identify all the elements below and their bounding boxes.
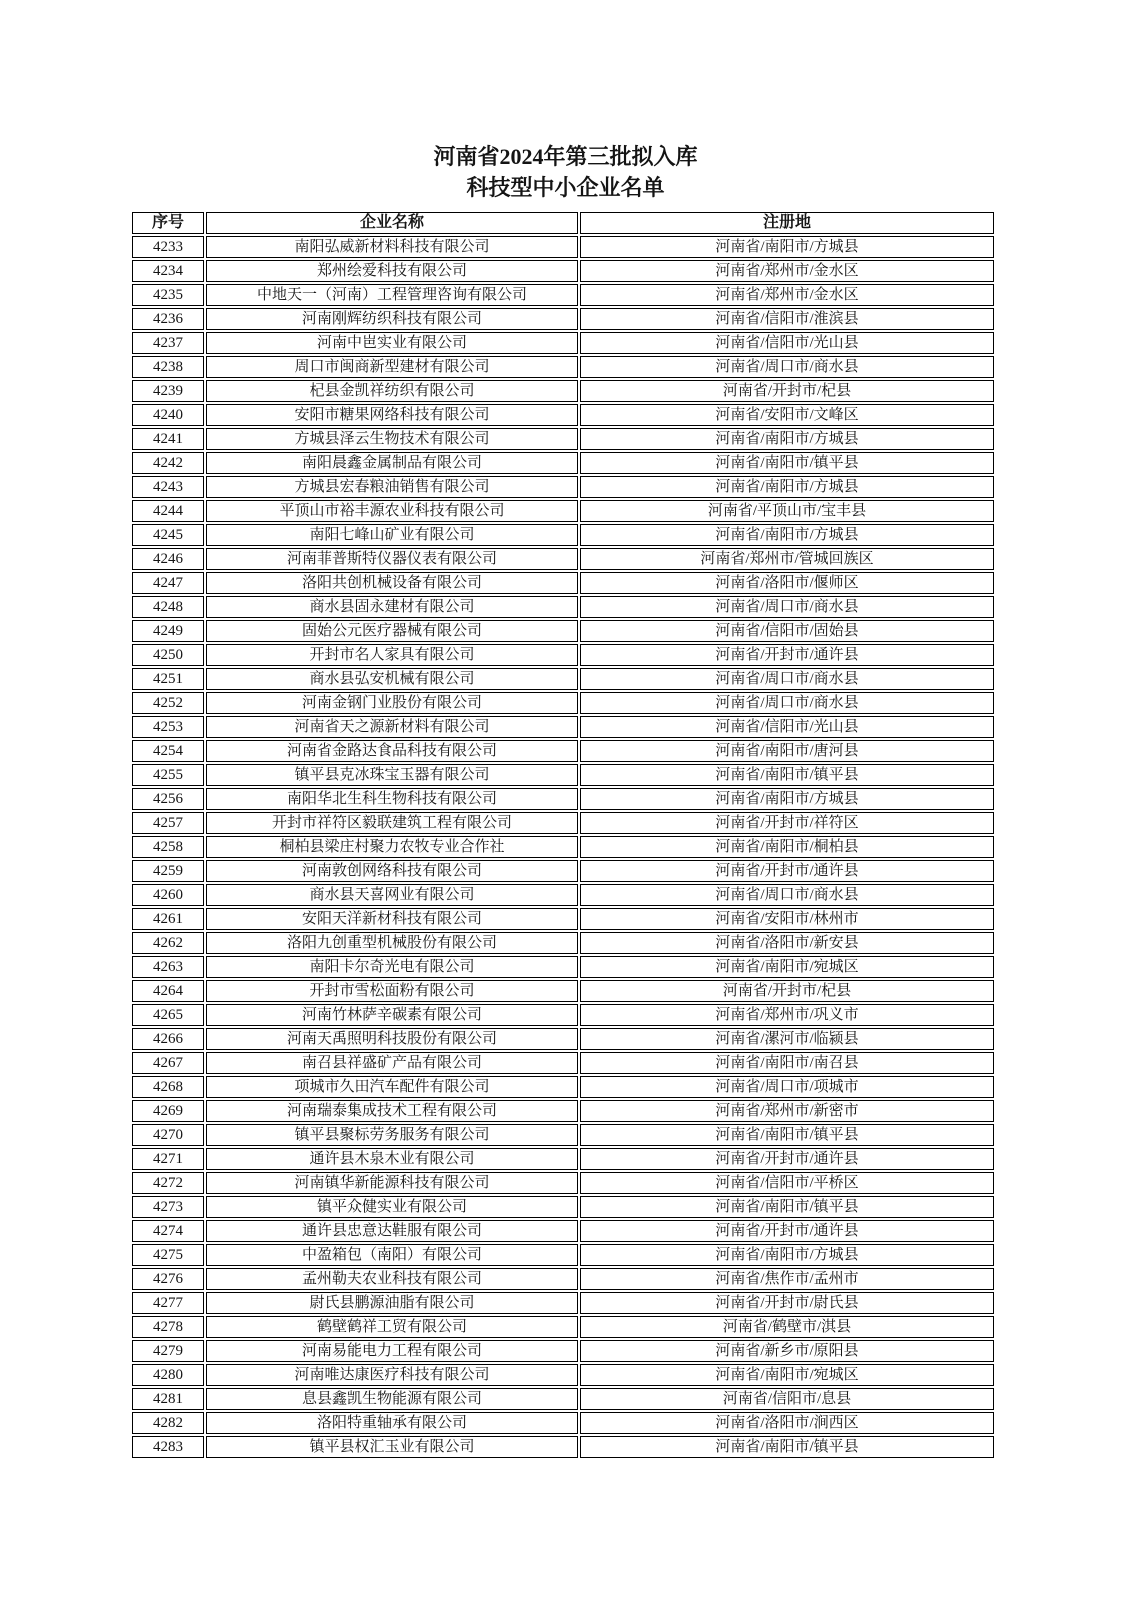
cell-registration-place: 河南省/洛阳市/偃师区 — [580, 572, 994, 594]
cell-company-name: 河南唯达康医疗科技有限公司 — [206, 1364, 578, 1386]
table-row — [132, 1052, 994, 1074]
table-row — [132, 860, 994, 882]
cell-serial: 4267 — [132, 1052, 204, 1074]
cell-registration-place: 河南省/郑州市/管城回族区 — [580, 548, 994, 570]
cell-registration-place: 河南省/南阳市/镇平县 — [580, 1124, 994, 1146]
cell-serial: 4242 — [132, 452, 204, 474]
cell-registration-place: 河南省/开封市/尉氏县 — [580, 1292, 994, 1314]
cell-company-name: 河南菲普斯特仪器仪表有限公司 — [206, 548, 578, 570]
table-row — [132, 1148, 994, 1170]
cell-registration-place: 河南省/信阳市/光山县 — [580, 332, 994, 354]
cell-registration-place: 河南省/郑州市/金水区 — [580, 260, 994, 282]
cell-company-name: 项城市久田汽车配件有限公司 — [206, 1076, 578, 1098]
table-row — [132, 308, 994, 330]
cell-registration-place: 河南省/开封市/杞县 — [580, 380, 994, 402]
cell-serial: 4274 — [132, 1220, 204, 1242]
cell-registration-place: 河南省/开封市/通许县 — [580, 1220, 994, 1242]
cell-registration-place: 河南省/洛阳市/涧西区 — [580, 1412, 994, 1434]
table-row — [132, 884, 994, 906]
cell-company-name: 镇平县克冰珠宝玉器有限公司 — [206, 764, 578, 786]
cell-serial: 4233 — [132, 236, 204, 258]
cell-serial: 4252 — [132, 692, 204, 714]
cell-serial: 4281 — [132, 1388, 204, 1410]
cell-company-name: 尉氏县鹏源油脂有限公司 — [206, 1292, 578, 1314]
cell-registration-place: 河南省/周口市/项城市 — [580, 1076, 994, 1098]
cell-registration-place: 河南省/洛阳市/新安县 — [580, 932, 994, 954]
cell-registration-place: 河南省/南阳市/方城县 — [580, 1244, 994, 1266]
cell-registration-place: 河南省/郑州市/新密市 — [580, 1100, 994, 1122]
table-row — [132, 1220, 994, 1242]
cell-serial: 4239 — [132, 380, 204, 402]
table-row — [132, 1172, 994, 1194]
cell-company-name: 商水县弘安机械有限公司 — [206, 668, 578, 690]
cell-company-name: 河南省金路达食品科技有限公司 — [206, 740, 578, 762]
table-row — [132, 404, 994, 426]
col-header-company-name: 企业名称 — [206, 212, 578, 234]
cell-serial: 4280 — [132, 1364, 204, 1386]
document-title-line2: 科技型中小企业名单 — [466, 175, 665, 200]
cell-company-name: 洛阳九创重型机械股份有限公司 — [206, 932, 578, 954]
table-row — [132, 740, 994, 762]
cell-registration-place: 河南省/周口市/商水县 — [580, 692, 994, 714]
cell-registration-place: 河南省/安阳市/文峰区 — [580, 404, 994, 426]
cell-company-name: 河南中岜实业有限公司 — [206, 332, 578, 354]
table-row — [132, 476, 994, 498]
cell-company-name: 河南金钢门业股份有限公司 — [206, 692, 578, 714]
cell-registration-place: 河南省/郑州市/巩义市 — [580, 1004, 994, 1026]
cell-registration-place: 河南省/南阳市/宛城区 — [580, 1364, 994, 1386]
table-row — [132, 1028, 994, 1050]
cell-company-name: 开封市祥符区毅联建筑工程有限公司 — [206, 812, 578, 834]
table-row — [132, 812, 994, 834]
cell-company-name: 鹤壁鹤祥工贸有限公司 — [206, 1316, 578, 1338]
cell-company-name: 平顶山市裕丰源农业科技有限公司 — [206, 500, 578, 522]
table-row — [132, 1004, 994, 1026]
cell-serial: 4259 — [132, 860, 204, 882]
cell-serial: 4237 — [132, 332, 204, 354]
cell-registration-place: 河南省/南阳市/方城县 — [580, 236, 994, 258]
table-row — [132, 596, 994, 618]
table-row — [132, 644, 994, 666]
cell-serial: 4269 — [132, 1100, 204, 1122]
table-row — [132, 1196, 994, 1218]
cell-company-name: 南阳弘威新材料科技有限公司 — [206, 236, 578, 258]
table-row — [132, 1268, 994, 1290]
cell-registration-place: 河南省/南阳市/镇平县 — [580, 1196, 994, 1218]
cell-company-name: 南阳华北生科生物科技有限公司 — [206, 788, 578, 810]
cell-registration-place: 河南省/郑州市/金水区 — [580, 284, 994, 306]
cell-serial: 4250 — [132, 644, 204, 666]
cell-serial: 4240 — [132, 404, 204, 426]
cell-registration-place: 河南省/信阳市/固始县 — [580, 620, 994, 642]
cell-registration-place: 河南省/焦作市/孟州市 — [580, 1268, 994, 1290]
cell-serial: 4247 — [132, 572, 204, 594]
cell-registration-place: 河南省/南阳市/镇平县 — [580, 764, 994, 786]
cell-serial: 4255 — [132, 764, 204, 786]
cell-serial: 4282 — [132, 1412, 204, 1434]
table-row — [132, 1316, 994, 1338]
cell-company-name: 南召县祥盛矿产品有限公司 — [206, 1052, 578, 1074]
cell-registration-place: 河南省/南阳市/宛城区 — [580, 956, 994, 978]
table-row — [132, 1292, 994, 1314]
cell-company-name: 方城县泽云生物技术有限公司 — [206, 428, 578, 450]
table-row — [132, 1412, 994, 1434]
cell-serial: 4265 — [132, 1004, 204, 1026]
cell-company-name: 孟州勒夫农业科技有限公司 — [206, 1268, 578, 1290]
table-row — [132, 620, 994, 642]
cell-company-name: 镇平县权汇玉业有限公司 — [206, 1436, 578, 1458]
cell-registration-place: 河南省/周口市/商水县 — [580, 356, 994, 378]
cell-registration-place: 河南省/周口市/商水县 — [580, 668, 994, 690]
cell-serial: 4261 — [132, 908, 204, 930]
cell-registration-place: 河南省/周口市/商水县 — [580, 884, 994, 906]
cell-company-name: 通许县忠意达鞋服有限公司 — [206, 1220, 578, 1242]
cell-registration-place: 河南省/南阳市/镇平县 — [580, 452, 994, 474]
table-row — [132, 932, 994, 954]
cell-serial: 4248 — [132, 596, 204, 618]
cell-registration-place: 河南省/信阳市/息县 — [580, 1388, 994, 1410]
cell-company-name: 商水县固永建材有限公司 — [206, 596, 578, 618]
cell-company-name: 河南易能电力工程有限公司 — [206, 1340, 578, 1362]
cell-serial: 4244 — [132, 500, 204, 522]
cell-registration-place: 河南省/南阳市/桐柏县 — [580, 836, 994, 858]
table-row — [132, 500, 994, 522]
cell-serial: 4257 — [132, 812, 204, 834]
table-row — [132, 980, 994, 1002]
col-header-serial: 序号 — [132, 212, 204, 234]
cell-serial: 4283 — [132, 1436, 204, 1458]
table-row — [132, 1364, 994, 1386]
table-row — [132, 284, 994, 306]
cell-company-name: 桐柏县梁庄村聚力农牧专业合作社 — [206, 836, 578, 858]
table-body — [132, 236, 994, 1458]
cell-serial: 4279 — [132, 1340, 204, 1362]
cell-registration-place: 河南省/周口市/商水县 — [580, 596, 994, 618]
cell-serial: 4235 — [132, 284, 204, 306]
table-row — [132, 260, 994, 282]
table-row — [132, 236, 994, 258]
cell-serial: 4241 — [132, 428, 204, 450]
cell-serial: 4264 — [132, 980, 204, 1002]
cell-registration-place: 河南省/信阳市/淮滨县 — [580, 308, 994, 330]
cell-company-name: 南阳卡尔奇光电有限公司 — [206, 956, 578, 978]
cell-registration-place: 河南省/南阳市/方城县 — [580, 788, 994, 810]
cell-registration-place: 河南省/漯河市/临颍县 — [580, 1028, 994, 1050]
cell-company-name: 河南敦创网络科技有限公司 — [206, 860, 578, 882]
col-header-registration-place: 注册地 — [580, 212, 994, 234]
cell-serial: 4277 — [132, 1292, 204, 1314]
cell-serial: 4260 — [132, 884, 204, 906]
cell-company-name: 郑州绘爱科技有限公司 — [206, 260, 578, 282]
cell-serial: 4273 — [132, 1196, 204, 1218]
cell-registration-place: 河南省/平顶山市/宝丰县 — [580, 500, 994, 522]
cell-company-name: 河南天禹照明科技股份有限公司 — [206, 1028, 578, 1050]
cell-serial: 4245 — [132, 524, 204, 546]
table-row — [132, 548, 994, 570]
table-row — [132, 1124, 994, 1146]
table-row — [132, 452, 994, 474]
cell-serial: 4263 — [132, 956, 204, 978]
cell-company-name: 商水县天喜网业有限公司 — [206, 884, 578, 906]
cell-company-name: 开封市雪松面粉有限公司 — [206, 980, 578, 1002]
cell-company-name: 镇平县聚标劳务服务有限公司 — [206, 1124, 578, 1146]
table-row — [132, 356, 994, 378]
cell-company-name: 开封市名人家具有限公司 — [206, 644, 578, 666]
cell-company-name: 息县鑫凯生物能源有限公司 — [206, 1388, 578, 1410]
cell-registration-place: 河南省/开封市/通许县 — [580, 860, 994, 882]
cell-company-name: 中地天一（河南）工程管理咨询有限公司 — [206, 284, 578, 306]
table-row — [132, 524, 994, 546]
cell-company-name: 杞县金凯祥纺织有限公司 — [206, 380, 578, 402]
cell-company-name: 安阳市糖果网络科技有限公司 — [206, 404, 578, 426]
cell-registration-place: 河南省/安阳市/林州市 — [580, 908, 994, 930]
cell-serial: 4246 — [132, 548, 204, 570]
table-row — [132, 380, 994, 402]
table-row — [132, 1100, 994, 1122]
table-row — [132, 428, 994, 450]
table-row — [132, 1076, 994, 1098]
cell-registration-place: 河南省/南阳市/方城县 — [580, 476, 994, 498]
cell-serial: 4236 — [132, 308, 204, 330]
cell-registration-place: 河南省/开封市/杞县 — [580, 980, 994, 1002]
table-row — [132, 668, 994, 690]
cell-company-name: 河南瑞泰集成技术工程有限公司 — [206, 1100, 578, 1122]
cell-company-name: 固始公元医疗器械有限公司 — [206, 620, 578, 642]
cell-serial: 4272 — [132, 1172, 204, 1194]
table-row — [132, 332, 994, 354]
cell-serial: 4251 — [132, 668, 204, 690]
table-row — [132, 692, 994, 714]
cell-registration-place: 河南省/南阳市/镇平县 — [580, 1436, 994, 1458]
cell-company-name: 中盈箱包（南阳）有限公司 — [206, 1244, 578, 1266]
table-row — [132, 572, 994, 594]
cell-serial: 4270 — [132, 1124, 204, 1146]
cell-serial: 4249 — [132, 620, 204, 642]
table-header-row — [132, 212, 994, 234]
cell-serial: 4234 — [132, 260, 204, 282]
table-row — [132, 788, 994, 810]
cell-company-name: 河南省天之源新材料有限公司 — [206, 716, 578, 738]
cell-company-name: 南阳七峰山矿业有限公司 — [206, 524, 578, 546]
cell-registration-place: 河南省/鹤壁市/淇县 — [580, 1316, 994, 1338]
company-table — [130, 210, 996, 1460]
cell-registration-place: 河南省/南阳市/方城县 — [580, 524, 994, 546]
cell-company-name: 镇平众健实业有限公司 — [206, 1196, 578, 1218]
cell-registration-place: 河南省/信阳市/平桥区 — [580, 1172, 994, 1194]
table-row — [132, 764, 994, 786]
document-title — [0, 141, 1131, 203]
cell-registration-place: 河南省/南阳市/唐河县 — [580, 740, 994, 762]
cell-company-name: 河南刚辉纺织科技有限公司 — [206, 308, 578, 330]
cell-registration-place: 河南省/南阳市/方城县 — [580, 428, 994, 450]
cell-company-name: 河南竹林萨辛碳素有限公司 — [206, 1004, 578, 1026]
cell-company-name: 方城县宏春粮油销售有限公司 — [206, 476, 578, 498]
cell-company-name: 洛阳共创机械设备有限公司 — [206, 572, 578, 594]
cell-serial: 4262 — [132, 932, 204, 954]
cell-registration-place: 河南省/新乡市/原阳县 — [580, 1340, 994, 1362]
cell-company-name: 洛阳特重轴承有限公司 — [206, 1412, 578, 1434]
cell-serial: 4238 — [132, 356, 204, 378]
table-row — [132, 1436, 994, 1458]
cell-serial: 4266 — [132, 1028, 204, 1050]
cell-registration-place: 河南省/信阳市/光山县 — [580, 716, 994, 738]
table-row — [132, 908, 994, 930]
cell-company-name: 通许县木泉木业有限公司 — [206, 1148, 578, 1170]
cell-serial: 4258 — [132, 836, 204, 858]
cell-company-name: 周口市闽商新型建材有限公司 — [206, 356, 578, 378]
cell-serial: 4253 — [132, 716, 204, 738]
table-row — [132, 956, 994, 978]
cell-registration-place: 河南省/南阳市/南召县 — [580, 1052, 994, 1074]
cell-company-name: 安阳天洋新材科技有限公司 — [206, 908, 578, 930]
cell-serial: 4276 — [132, 1268, 204, 1290]
document-title-line1: 河南省2024年第三批拟入库 — [433, 144, 698, 169]
cell-serial: 4271 — [132, 1148, 204, 1170]
table-row — [132, 716, 994, 738]
table-row — [132, 1340, 994, 1362]
cell-registration-place: 河南省/开封市/通许县 — [580, 1148, 994, 1170]
table-row — [132, 836, 994, 858]
table-row — [132, 1388, 994, 1410]
cell-serial: 4243 — [132, 476, 204, 498]
cell-serial: 4256 — [132, 788, 204, 810]
cell-serial: 4278 — [132, 1316, 204, 1338]
table-row — [132, 1244, 994, 1266]
cell-company-name: 南阳晨鑫金属制品有限公司 — [206, 452, 578, 474]
cell-serial: 4254 — [132, 740, 204, 762]
cell-serial: 4275 — [132, 1244, 204, 1266]
cell-company-name: 河南镇华新能源科技有限公司 — [206, 1172, 578, 1194]
cell-registration-place: 河南省/开封市/祥符区 — [580, 812, 994, 834]
cell-serial: 4268 — [132, 1076, 204, 1098]
cell-registration-place: 河南省/开封市/通许县 — [580, 644, 994, 666]
